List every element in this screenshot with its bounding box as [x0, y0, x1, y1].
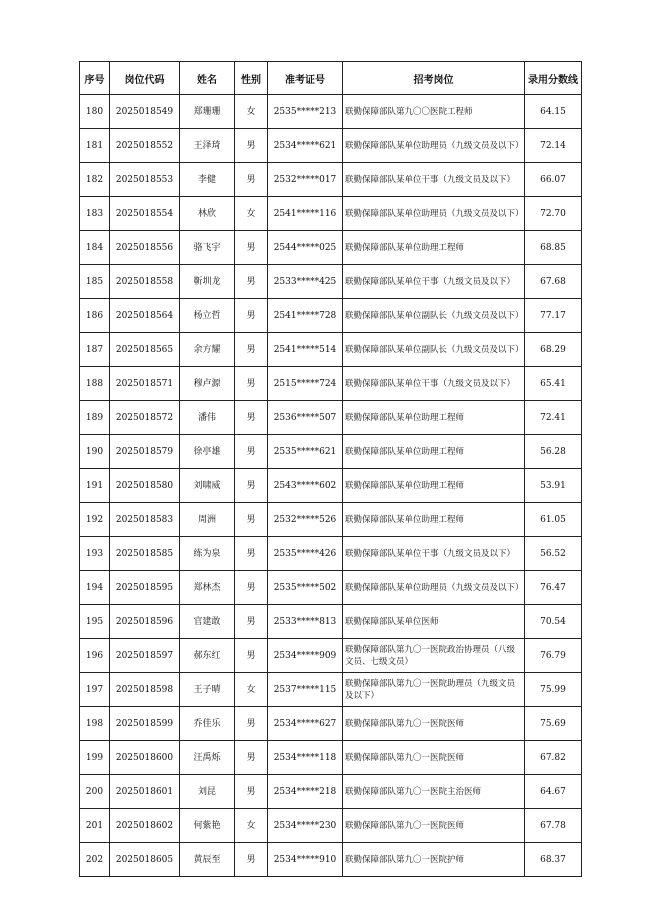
exam-id: 2534*****621 — [268, 129, 343, 163]
cutoff-score: 72.14 — [525, 129, 582, 163]
candidate-name: 官建敢 — [180, 605, 235, 639]
candidate-gender: 男 — [235, 333, 268, 367]
post-code: 2025018549 — [110, 95, 180, 129]
cutoff-score: 72.70 — [525, 197, 582, 231]
table-row — [80, 469, 582, 503]
candidate-name: 骆飞宇 — [180, 231, 235, 265]
table-row — [80, 367, 582, 401]
exam-id: 2534*****909 — [268, 639, 343, 673]
exam-post: 联勤保障部队某单位副队长（九级文员及以下） — [343, 299, 525, 333]
candidate-gender: 男 — [235, 401, 268, 435]
table-row — [80, 265, 582, 299]
exam-post: 联勤保障部队第九〇一医院政治协理员（八级文员、七级文员） — [343, 639, 525, 673]
header-gender: 性别 — [235, 62, 268, 95]
exam-post: 联勤保障部队某单位助理工程师 — [343, 231, 525, 265]
row-number: 188 — [80, 367, 110, 401]
candidate-gender: 男 — [235, 605, 268, 639]
table-row — [80, 741, 582, 775]
cutoff-score: 75.99 — [525, 673, 582, 707]
exam-post: 联勤保障部队第九〇一医院医师 — [343, 741, 525, 775]
exam-post: 联勤保障部队某单位副队长（九级文员及以下） — [343, 333, 525, 367]
table-row — [80, 435, 582, 469]
table-row — [80, 775, 582, 809]
candidate-name: 潘伟 — [180, 401, 235, 435]
candidate-gender: 男 — [235, 469, 268, 503]
cutoff-score: 77.17 — [525, 299, 582, 333]
candidate-gender: 女 — [235, 809, 268, 843]
candidate-name: 黄辰至 — [180, 843, 235, 877]
candidate-name: 郑珊珊 — [180, 95, 235, 129]
exam-id: 2533*****425 — [268, 265, 343, 299]
row-number: 180 — [80, 95, 110, 129]
cutoff-score: 56.28 — [525, 435, 582, 469]
cutoff-score: 67.68 — [525, 265, 582, 299]
candidate-name: 徐亭雄 — [180, 435, 235, 469]
cutoff-score: 67.82 — [525, 741, 582, 775]
candidate-gender: 女 — [235, 95, 268, 129]
table-row — [80, 639, 582, 673]
row-number: 185 — [80, 265, 110, 299]
exam-post: 联勤保障部队某单位助理工程师 — [343, 469, 525, 503]
exam-id: 2534*****218 — [268, 775, 343, 809]
exam-id: 2534*****118 — [268, 741, 343, 775]
post-code: 2025018571 — [110, 367, 180, 401]
candidate-name: 周洲 — [180, 503, 235, 537]
candidate-name: 穆卢源 — [180, 367, 235, 401]
post-code: 2025018554 — [110, 197, 180, 231]
post-code: 2025018599 — [110, 707, 180, 741]
row-number: 184 — [80, 231, 110, 265]
row-number: 189 — [80, 401, 110, 435]
candidate-name: 汪禹烁 — [180, 741, 235, 775]
candidate-gender: 男 — [235, 639, 268, 673]
exam-id: 2541*****514 — [268, 333, 343, 367]
exam-post: 联勤保障部队第九〇一医院助理员（九级文员及以下） — [343, 673, 525, 707]
candidate-gender: 男 — [235, 741, 268, 775]
exam-id: 2534*****910 — [268, 843, 343, 877]
candidate-name: 何紫艳 — [180, 809, 235, 843]
exam-post: 联勤保障部队某单位助理员（九级文员及以下） — [343, 197, 525, 231]
row-number: 187 — [80, 333, 110, 367]
cutoff-score: 68.85 — [525, 231, 582, 265]
results-table — [79, 61, 582, 877]
exam-id: 2534*****627 — [268, 707, 343, 741]
candidate-name: 林欣 — [180, 197, 235, 231]
row-number: 192 — [80, 503, 110, 537]
table-row — [80, 503, 582, 537]
candidate-name: 郝东红 — [180, 639, 235, 673]
post-code: 2025018602 — [110, 809, 180, 843]
exam-post: 联勤保障部队某单位助理员（九级文员及以下） — [343, 129, 525, 163]
exam-post: 联勤保障部队某单位干事（九级文员及以下） — [343, 537, 525, 571]
exam-post: 联勤保障部队第九〇一医院医师 — [343, 707, 525, 741]
exam-id: 2541*****116 — [268, 197, 343, 231]
post-code: 2025018605 — [110, 843, 180, 877]
header-no: 序号 — [80, 62, 110, 95]
post-code: 2025018564 — [110, 299, 180, 333]
post-code: 2025018565 — [110, 333, 180, 367]
candidate-name: 郑林杰 — [180, 571, 235, 605]
exam-post: 联勤保障部队某单位助理工程师 — [343, 503, 525, 537]
table-row — [80, 333, 582, 367]
exam-id: 2535*****213 — [268, 95, 343, 129]
row-number: 200 — [80, 775, 110, 809]
header-code: 岗位代码 — [110, 62, 180, 95]
exam-post: 联勤保障部队某单位干事（九级文员及以下） — [343, 265, 525, 299]
candidate-gender: 男 — [235, 265, 268, 299]
header-post: 招考岗位 — [343, 62, 525, 95]
table-row — [80, 673, 582, 707]
exam-id: 2535*****621 — [268, 435, 343, 469]
cutoff-score: 64.15 — [525, 95, 582, 129]
post-code: 2025018596 — [110, 605, 180, 639]
post-code: 2025018572 — [110, 401, 180, 435]
candidate-gender: 男 — [235, 231, 268, 265]
row-number: 191 — [80, 469, 110, 503]
cutoff-score: 66.07 — [525, 163, 582, 197]
row-number: 182 — [80, 163, 110, 197]
table-body — [80, 95, 582, 877]
table-row — [80, 299, 582, 333]
row-number: 181 — [80, 129, 110, 163]
cutoff-score: 65.41 — [525, 367, 582, 401]
row-number: 199 — [80, 741, 110, 775]
candidate-name: 乔佳乐 — [180, 707, 235, 741]
exam-id: 2532*****017 — [268, 163, 343, 197]
candidate-gender: 男 — [235, 707, 268, 741]
candidate-gender: 男 — [235, 537, 268, 571]
candidate-gender: 男 — [235, 503, 268, 537]
table-row — [80, 571, 582, 605]
table-row — [80, 707, 582, 741]
row-number: 183 — [80, 197, 110, 231]
row-number: 194 — [80, 571, 110, 605]
cutoff-score: 56.52 — [525, 537, 582, 571]
post-code: 2025018601 — [110, 775, 180, 809]
cutoff-score: 64.67 — [525, 775, 582, 809]
candidate-gender: 男 — [235, 299, 268, 333]
candidate-gender: 男 — [235, 435, 268, 469]
table-row — [80, 605, 582, 639]
header-name: 姓名 — [180, 62, 235, 95]
row-number: 201 — [80, 809, 110, 843]
table-row — [80, 197, 582, 231]
post-code: 2025018579 — [110, 435, 180, 469]
row-number: 196 — [80, 639, 110, 673]
candidate-name: 余方耀 — [180, 333, 235, 367]
candidate-gender: 男 — [235, 843, 268, 877]
cutoff-score: 72.41 — [525, 401, 582, 435]
candidate-name: 王子晴 — [180, 673, 235, 707]
exam-id: 2535*****502 — [268, 571, 343, 605]
exam-id: 2533*****813 — [268, 605, 343, 639]
row-number: 193 — [80, 537, 110, 571]
post-code: 2025018552 — [110, 129, 180, 163]
exam-id: 2537*****115 — [268, 673, 343, 707]
cutoff-score: 75.69 — [525, 707, 582, 741]
post-code: 2025018558 — [110, 265, 180, 299]
candidate-name: 刘啸威 — [180, 469, 235, 503]
candidate-name: 王泽琦 — [180, 129, 235, 163]
exam-id: 2535*****426 — [268, 537, 343, 571]
table-row — [80, 843, 582, 877]
header-score: 录用分数线 — [525, 62, 582, 95]
exam-id: 2544*****025 — [268, 231, 343, 265]
row-number: 186 — [80, 299, 110, 333]
cutoff-score: 76.47 — [525, 571, 582, 605]
candidate-name: 靳圳龙 — [180, 265, 235, 299]
exam-post: 联勤保障部队某单位干事（九级文员及以下） — [343, 163, 525, 197]
exam-post: 联勤保障部队第九〇一医院护师 — [343, 843, 525, 877]
candidate-name: 杨立哲 — [180, 299, 235, 333]
exam-post: 联勤保障部队某单位助理员（九级文员及以下） — [343, 571, 525, 605]
table-row — [80, 537, 582, 571]
candidate-gender: 男 — [235, 163, 268, 197]
candidate-name: 练为泉 — [180, 537, 235, 571]
cutoff-score: 53.91 — [525, 469, 582, 503]
exam-id: 2515*****724 — [268, 367, 343, 401]
row-number: 190 — [80, 435, 110, 469]
table-row — [80, 95, 582, 129]
candidate-name: 李健 — [180, 163, 235, 197]
post-code: 2025018597 — [110, 639, 180, 673]
exam-post: 联勤保障部队某单位干事（九级文员及以下） — [343, 367, 525, 401]
table-row — [80, 163, 582, 197]
exam-post: 联勤保障部队某单位医师 — [343, 605, 525, 639]
exam-post: 联勤保障部队某单位助理工程师 — [343, 435, 525, 469]
row-number: 198 — [80, 707, 110, 741]
candidate-gender: 男 — [235, 571, 268, 605]
post-code: 2025018553 — [110, 163, 180, 197]
table-header — [80, 62, 582, 95]
post-code: 2025018580 — [110, 469, 180, 503]
candidate-name: 刘昆 — [180, 775, 235, 809]
post-code: 2025018598 — [110, 673, 180, 707]
header-exam-id: 准考证号 — [268, 62, 343, 95]
candidate-gender: 男 — [235, 367, 268, 401]
cutoff-score: 76.79 — [525, 639, 582, 673]
row-number: 202 — [80, 843, 110, 877]
post-code: 2025018583 — [110, 503, 180, 537]
table-row — [80, 129, 582, 163]
row-number: 197 — [80, 673, 110, 707]
exam-id: 2536*****507 — [268, 401, 343, 435]
exam-post: 联勤保障部队第九〇一医院医师 — [343, 809, 525, 843]
table-row — [80, 231, 582, 265]
exam-id: 2541*****728 — [268, 299, 343, 333]
candidate-gender: 女 — [235, 673, 268, 707]
exam-post: 联勤保障部队某单位助理工程师 — [343, 401, 525, 435]
exam-post: 联勤保障部队第九〇一医院主治医师 — [343, 775, 525, 809]
cutoff-score: 68.37 — [525, 843, 582, 877]
candidate-gender: 男 — [235, 129, 268, 163]
exam-post: 联勤保障部队第九〇〇医院工程师 — [343, 95, 525, 129]
exam-id: 2532*****526 — [268, 503, 343, 537]
cutoff-score: 70.54 — [525, 605, 582, 639]
post-code: 2025018556 — [110, 231, 180, 265]
cutoff-score: 61.05 — [525, 503, 582, 537]
post-code: 2025018600 — [110, 741, 180, 775]
cutoff-score: 67.78 — [525, 809, 582, 843]
candidate-gender: 男 — [235, 775, 268, 809]
post-code: 2025018585 — [110, 537, 180, 571]
cutoff-score: 68.29 — [525, 333, 582, 367]
post-code: 2025018595 — [110, 571, 180, 605]
row-number: 195 — [80, 605, 110, 639]
exam-id: 2534*****230 — [268, 809, 343, 843]
table-row — [80, 401, 582, 435]
exam-id: 2543*****602 — [268, 469, 343, 503]
table-row — [80, 809, 582, 843]
candidate-gender: 女 — [235, 197, 268, 231]
